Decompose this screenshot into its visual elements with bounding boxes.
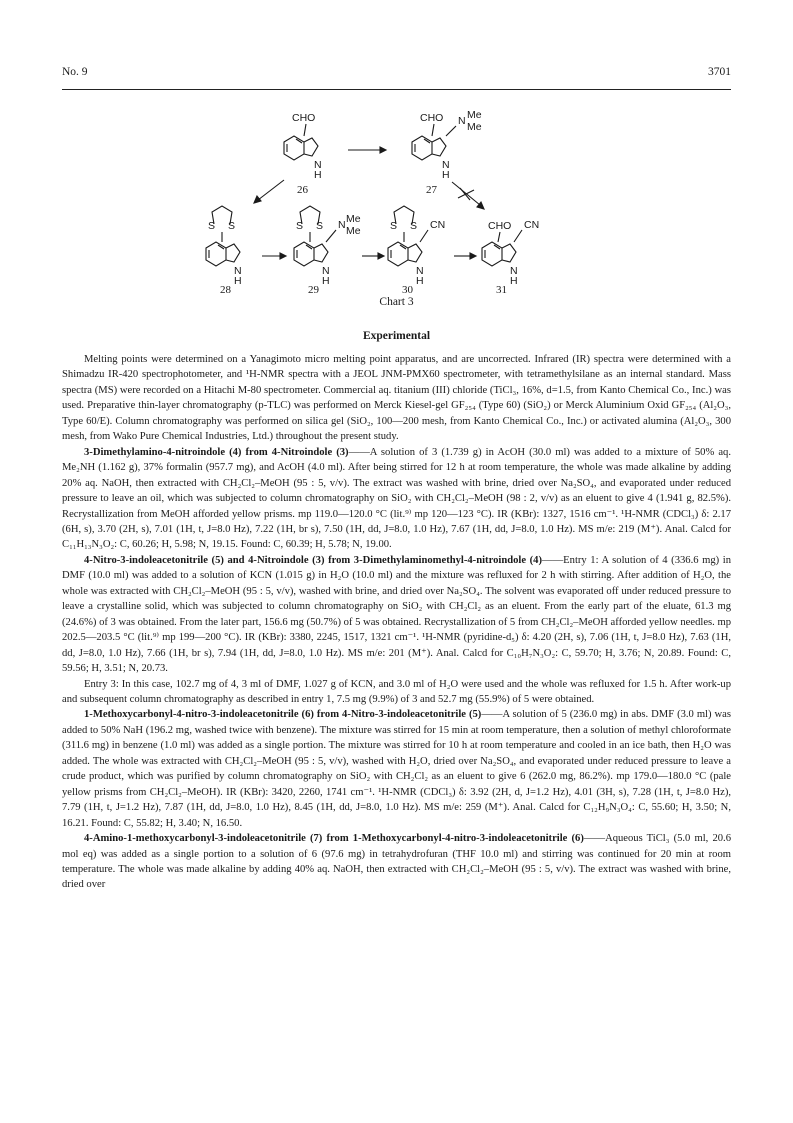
compound-28-structure <box>206 206 242 296</box>
page-number: 3701 <box>708 66 731 78</box>
compound-number: 26 <box>297 184 308 196</box>
s-label: S <box>296 220 304 232</box>
s-label: S <box>316 220 324 232</box>
compound-26-structure <box>284 112 322 196</box>
entry-title: 1-Methoxycarbonyl-4-nitro-3-indoleacetonitrile (6) from 4-Nitro-3-indoleacetonitrile (5) <box>84 709 482 721</box>
s-label: S <box>390 220 398 232</box>
s-label: S <box>228 220 236 232</box>
entry-title: 4-Nitro-3-indoleacetonitrile (5) and 4-Nitroindole (3) from 3-Dimethylaminomethyl-4-nitroindole (4) <box>84 554 542 566</box>
reaction-arrow <box>254 180 284 203</box>
running-header <box>62 66 731 82</box>
body-text <box>62 352 731 893</box>
cho-label: CHO <box>420 112 444 124</box>
reaction-arrow <box>348 147 386 153</box>
compound-27-structure <box>412 109 482 196</box>
n-label: N <box>442 159 450 171</box>
reaction-arrow <box>454 253 476 259</box>
chart-caption: Chart 3 <box>379 296 414 308</box>
reaction-scheme <box>0 95 793 315</box>
paragraph: 3-Dimethylamino-4-nitroindole (4) from 4-Nitroindole (3)——A solution of 3 (1.739 g) in AcOH (30.0 ml) was added to a mixture of 50% aq. Me₂NH (1.162 g), 37% formalin (957.7 mg), and AcOH (4.0 ml). After being stirred for 12 h at room temperature, the whole was made alkaline by adding 20% aq. NaOH, then extracted with CH₂Cl₂–MeOH (95 : 5, v/v). The extract was washed with brine, dried over Na₂SO₄, and evaporated under reduced pressure to leave an oil, which was subjected to column chromatography on SiO₂ with CH₂Cl₂–MeOH (98 : 2, v/v) as an eluent to give 4 (1.941 g, 82.5%). Recrystallization from MeOH afforded yellow prisms. mp 119.0—120.0 °C (lit.⁹⁾ mp 120—123 °C). IR (KBr): 1327, 1516 cm⁻¹. ¹H-NMR (CDCl₃) δ: 2.17 (6H, s), 3.70 (2H, s), 7.01 (1H, t, J=8.0 Hz), 7.22 (1H, br s), 7.50 (1H, dd, J=8.0, 1.0 Hz), 7.67 (1H, dd, J=8.0, 1.0 Hz). MS m/e: 219 (M⁺). Anal. Calcd for C₁₁H₁₃N₃O₂: C, 60.26; H, 5.98; N, 19.15. Found: C, 60.39; H, 5.78; N, 19.00. <box>62 446 731 551</box>
me-label: Me <box>346 225 361 237</box>
h-label: H <box>314 169 322 181</box>
cho-label: CHO <box>292 112 316 124</box>
compound-number: 30 <box>402 284 413 296</box>
h-label: H <box>510 275 518 287</box>
compound-29-structure <box>294 206 361 296</box>
me-label: Me <box>346 213 361 225</box>
paragraph: 4-Nitro-3-indoleacetonitrile (5) and 4-Nitroindole (3) from 3-Dimethylaminomethyl-4-nitroindole (4)——Entry 1: A solution of 4 (336.6 mg) in DMF (10.0 ml) was added to a solution of KCN (1.015 g) in H₂O (10.0 ml) and the mixture was refluxed for 2 h with stirring. After addition of H₂O, the whole was extracted with CH₂Cl₂–MeOH (95 : 5, v/v), washed with brine, and dried over Na₂SO₄. The solvent was evaporated off under reduced pressure to leave a crystalline solid, which was subjected to column chromatography on SiO₂ with CH₂Cl₂ as an eluent. From the early part of the eluate, 61.3 mg (24.6%) of 3 was obtained. From the later part, 156.6 mg (50.7%) of 5 was obtained. Recrystallization of 5 from CH₂Cl₂–MeOH afforded yellow needles. mp 202.5—203.5 °C (lit.⁹⁾ mp 199—200 °C). IR (KBr): 3380, 2245, 1517, 1321 cm⁻¹. ¹H-NMR (pyridine-d₅) δ: 4.20 (2H, s), 7.06 (1H, t, J=8.0 Hz), 7.63 (1H, dd, J=8.0, 1.0 Hz), 7.66 (1H, br s), 7.94 (1H, dd, J=8.0, 1.0 Hz). MS m/e: 201 (M⁺). Anal. Calcd for C₁₀H₇N₃O₂: C, 59.70; H, 3.76; N, 20.89. Found: C, 59.56; H, 3.51; N, 20.73. <box>62 554 732 675</box>
reaction-arrow <box>362 253 384 259</box>
header-rule <box>62 89 731 90</box>
n-label: N <box>314 159 322 171</box>
h-label: H <box>442 169 450 181</box>
me-label: Me <box>467 109 482 121</box>
paragraph: Entry 3: In this case, 102.7 mg of 4, 3 ml of DMF, 1.027 g of KCN, and 3.0 ml of H₂O were used and the whole was refluxed for 1.5 h. After work-up and subsequent column chromatography as described in entry 1, 7.5 mg (9.9%) of 3 and 52.7 mg (55.9%) of 5 were obtained. <box>62 678 731 705</box>
compound-30-structure <box>388 206 445 296</box>
reaction-arrow <box>262 253 286 259</box>
n-label: N <box>458 115 466 127</box>
compound-number: 27 <box>426 184 437 196</box>
n-label: N <box>322 265 330 277</box>
entry-title: 3-Dimethylamino-4-nitroindole (4) from 4-Nitroindole (3) <box>84 446 349 458</box>
h-label: H <box>416 275 424 287</box>
section-heading: Experimental <box>362 330 431 342</box>
compound-number: 28 <box>220 284 231 296</box>
n-label: N <box>234 265 242 277</box>
cn-label: CN <box>524 219 540 231</box>
cn-label: CN <box>430 219 446 231</box>
n-label: N <box>416 265 424 277</box>
entry-title: 4-Amino-1-methoxycarbonyl-3-indoleacetonitrile (7) from 1-Methoxycarbonyl-4-nitro-3-indoleacetonitrile (6) <box>84 833 584 845</box>
compound-31-structure <box>482 219 539 296</box>
blocked-reaction-arrow <box>452 182 484 209</box>
me-label: Me <box>467 121 482 133</box>
paragraph: 4-Amino-1-methoxycarbonyl-3-indoleacetonitrile (7) from 1-Methoxycarbonyl-4-nitro-3-indoleacetonitrile (6)——Aqueous TiCl₃ (5.0 ml, 20.6 mol eq) was added as a single portion to a solution of 6 (97.6 mg) in tetrahydrofuran (THF 10.0 ml) and stirring was continued for 20 min at room temperature. The whole was made alkaline by adding 40% aq. NaOH, then extracted with CH₂Cl₂–MeOH (95 : 5, v/v). The extract was washed with brine, dried over <box>62 833 731 891</box>
paragraph: Melting points were determined on a Yanagimoto micro melting point apparatus, and are uncorrected. Infrared (IR) spectra were determined with a Shimadzu IR-420 spectrophotometer, and ¹H-NMR spectra with a JEOL JNM-PMX60 spectrometer, with tetramethylsilane as an internal standard. Mass spectra (MS) were recorded on a Hitachi M-80 spectrometer. Commercial aq. titanium (III) chloride (TiCl₃, 16%, d=1.5, from Kanto Chemical Co., Inc.) was used. Preparative thin-layer chromatography (p-TLC) was performed on Merck Kiesel-gel GF₂₅₄ (Type 60) (SiO₂) or Merck Aluminium Oxid GF₂₅₄ (Al₂O₃, Type 60/E). Column chromatography was performed on silica gel (SiO₂, 100—200 mesh, from Kanto Chemical Co., Inc.) or activated alumina (Al₂O₃, 300 mesh, from Wako Pure Chemical Industries, Ltd.) throughout the present study. <box>62 354 731 443</box>
compound-number: 31 <box>496 284 507 296</box>
h-label: H <box>234 275 242 287</box>
s-label: S <box>208 220 216 232</box>
s-label: S <box>410 220 418 232</box>
issue-number: No. 9 <box>62 66 88 78</box>
paragraph: 1-Methoxycarbonyl-4-nitro-3-indoleacetonitrile (6) from 4-Nitro-3-indoleacetonitrile (5)——A solution of 5 (236.0 mg) in abs. DMF (3.0 ml) was added to 50% NaH (196.2 mg, washed twice with benzene). The mixture was stirred for 15 min at room temperature, then a solution of methyl chloroformate (311.6 mg) in benzene (1.0 ml) was added as a single portion. The mixture was stirred for 10 h at room temperature and cooled in an ice bath, then H₂O was added. The whole was extracted with CH₂Cl₂–MeOH (95 : 5, v/v), washed with H₂O, dried over Na₂SO₄, and evaporated under reduced pressure to leave a crude product, which was purified by column chromatography on SiO₂ with CH₂Cl₂ as an eluent to give 6 (262.0 mg, 86.2%). mp 179.0—180.0 °C (pale yellow prisms from CH₂Cl₂–MeOH). IR (KBr): 3420, 2260, 1741 cm⁻¹. ¹H-NMR (CDCl₃) δ: 3.92 (2H, d, J=1.2 Hz), 4.01 (3H, s), 7.28 (1H, t, J=8.0 Hz), 7.79 (1H, t, J=1.2 Hz), 7.87 (1H, dd, J=8.0, 1.0 Hz), 8.45 (1H, dd, J=8.0, 1.0 Hz). MS m/e: 259 (M⁺). Anal. Calcd for C₁₂H₉N₃O₄: C, 55.60; H, 3.50; N, 16.21. Found: C, 55.82; H, 3.40; N, 16.50. <box>62 709 731 829</box>
cho-label: CHO <box>488 220 512 232</box>
h-label: H <box>322 275 330 287</box>
n-label: N <box>510 265 518 277</box>
n-label: N <box>338 219 346 231</box>
compound-number: 29 <box>308 284 319 296</box>
